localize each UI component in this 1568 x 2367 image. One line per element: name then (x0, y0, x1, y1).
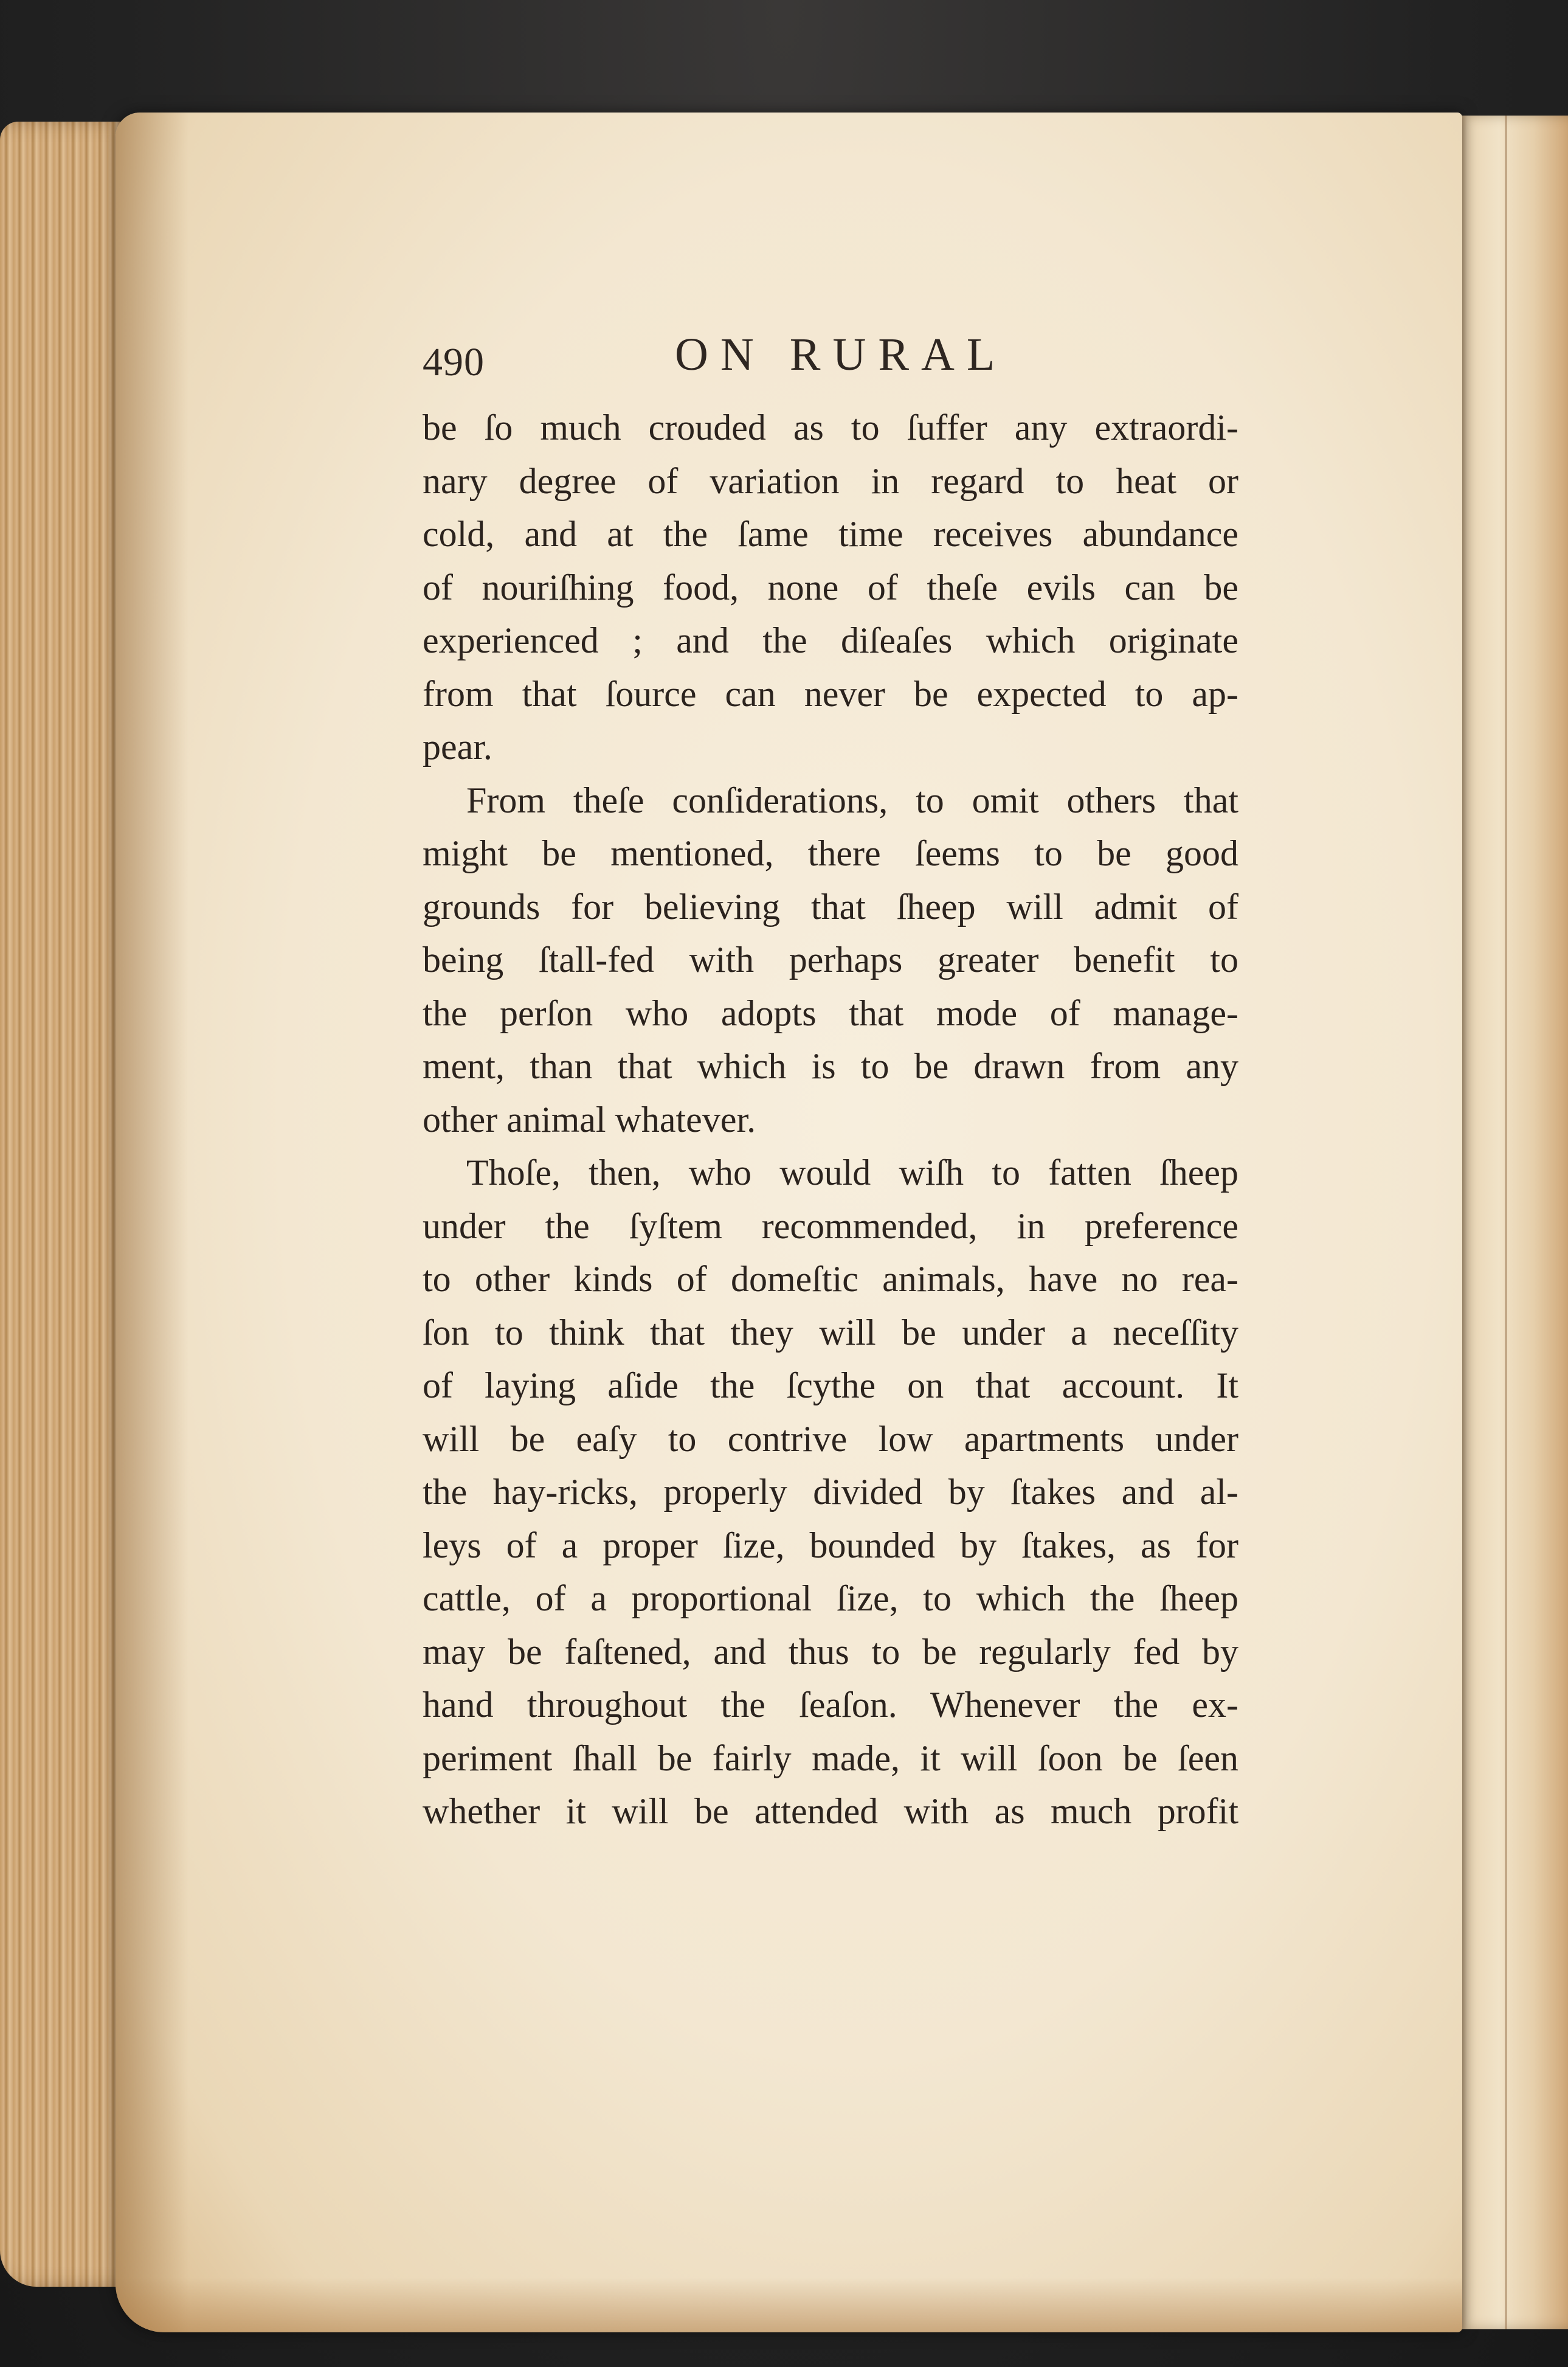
text-line: be ſo much crouded as to ſuffer any extraordi- (423, 407, 1238, 448)
text-line: Thoſe, then, who would wiſh to fatten ſheep (466, 1152, 1238, 1193)
text-line: under the ſyſtem recommended, in preference (423, 1205, 1238, 1246)
page-gutter-shadow (116, 113, 188, 2332)
text-line: nary degree of variation in regard to heat or (423, 460, 1238, 501)
text-line: periment ſhall be fairly made, it will ſoon be ſeen (423, 1738, 1238, 1778)
text-line: pear. (423, 727, 492, 767)
text-line: cattle, of a proportional ſize, to which the ſheep (423, 1578, 1238, 1618)
text-line: the hay-ricks, properly divided by ſtakes and al- (423, 1472, 1238, 1512)
text-line: cold, and at the ſame time receives abundance (423, 514, 1238, 554)
text-line: whether it will be attended with as much profit (423, 1791, 1238, 1831)
body-text (423, 401, 1238, 1838)
text-line: might be mentioned, there ſeems to be good (423, 833, 1238, 873)
text-line: will be eaſy to contrive low apartments under (423, 1418, 1238, 1459)
text-line: of nouriſhing food, none of theſe evils can be (423, 567, 1238, 608)
binding-crease (1505, 116, 1507, 2329)
text-line: hand throughout the ſeaſon. Whenever the ex- (423, 1685, 1238, 1725)
text-line: From theſe conſiderations, to omit others that (466, 780, 1238, 820)
running-header (423, 328, 1231, 395)
running-title: ON RURAL (675, 329, 1007, 380)
text-line: being ſtall-fed with perhaps greater benefit to (423, 940, 1238, 980)
text-line: of laying aſide the ſcythe on that account. It (423, 1365, 1238, 1405)
page-number: 490 (423, 340, 485, 384)
text-line: from that ſource can never be expected to ap- (423, 673, 1238, 714)
text-line: may be faſtened, and thus to be regularly fed by (423, 1631, 1238, 1672)
text-line: ment, than that which is to be drawn from any (423, 1046, 1238, 1086)
text-line: experienced ; and the diſeaſes which originate (423, 620, 1238, 660)
text-line: grounds for believing that ſheep will admit of (423, 886, 1238, 927)
text-line: to other kinds of domeſtic animals, have no rea- (423, 1259, 1238, 1299)
text-line: ſon to think that they will be under a neceſſity (423, 1312, 1238, 1353)
text-line: leys of a proper ſize, bounded by ſtakes, as for (423, 1525, 1238, 1565)
text-line: other animal whatever. (423, 1099, 756, 1140)
facing-page-edge (1453, 116, 1568, 2329)
page-bottom-stain (116, 2278, 1462, 2332)
text-line: the perſon who adopts that mode of manage- (423, 993, 1238, 1033)
